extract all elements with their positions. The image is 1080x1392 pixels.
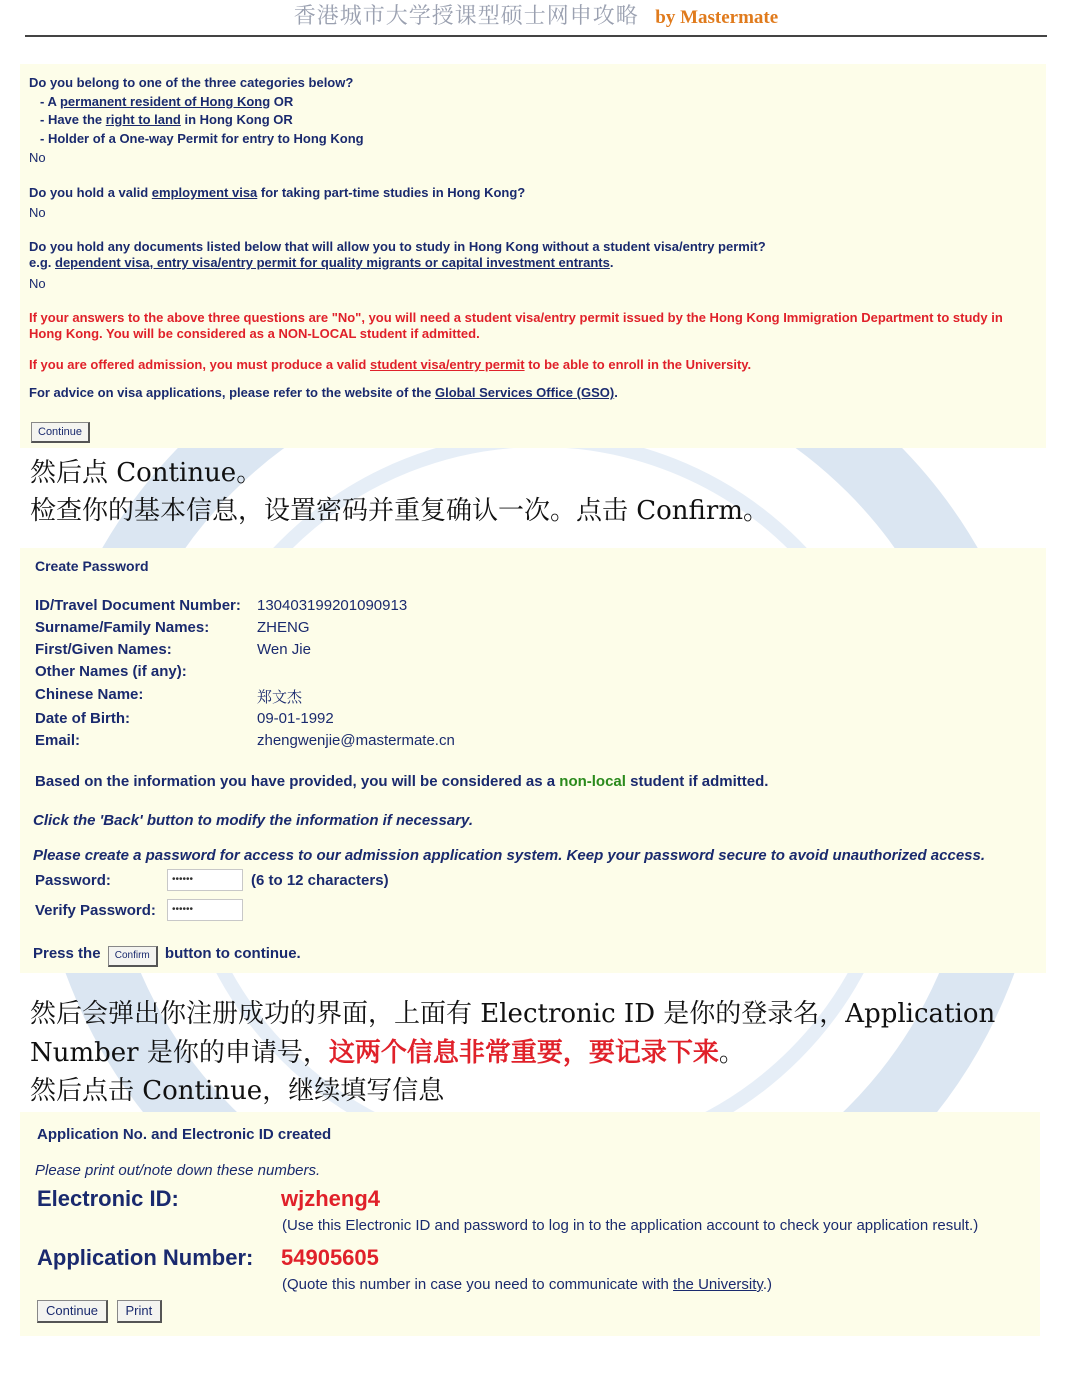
field-value: 郑文杰 <box>257 689 303 706</box>
field-label: Other Names (if any): <box>35 663 187 680</box>
instruction-line-1: 然后点 Continue。 <box>30 458 263 488</box>
electronic-id-note: (Use this Electronic ID and password to log in to the application account to check your application result.) <box>282 1217 979 1234</box>
student-visa-link[interactable]: student visa/entry permit <box>369 357 525 372</box>
application-number-note: (Quote this number in case you need to communicate with the University.) <box>282 1276 772 1293</box>
create-password-note: Please create a password for access to our admission application system. Keep your password secure to avoid unauthorized access. <box>33 847 986 864</box>
password-hint: (6 to 12 characters) <box>251 872 389 889</box>
verify-password-input[interactable]: •••••• <box>167 899 243 921</box>
field-value: ZHENG <box>257 619 310 636</box>
password-input[interactable]: •••••• <box>167 869 243 891</box>
visa-advice: For advice on visa applications, please refer to the website of the Global Services Office (GSO). <box>29 385 618 400</box>
field-label: Date of Birth: <box>35 710 130 727</box>
print-button[interactable]: Print <box>117 1300 163 1323</box>
answer-2: No <box>29 205 46 220</box>
instruction-line-5: 然后点击 Continue，继续填写信息 <box>30 1076 445 1106</box>
non-local-status: Based on the information you have provided, you will be considered as a non-local student if admitted. <box>35 773 769 790</box>
electronic-id-label: Electronic ID: <box>37 1186 179 1211</box>
confirm-button[interactable]: Confirm <box>108 946 158 967</box>
answer-3: No <box>29 276 46 291</box>
field-value: zhengwenjie@mastermate.cn <box>257 732 455 749</box>
dependent-visa-link[interactable]: dependent visa, entry visa/entry permit for quality migrants or capital investment entrants <box>55 255 610 270</box>
header-title: 香港城市大学授课型硕士网申攻略 <box>293 4 639 29</box>
page-header <box>25 0 1047 37</box>
password-label: Password: <box>35 872 111 889</box>
field-label: First/Given Names: <box>35 641 172 658</box>
permanent-resident-link[interactable]: permanent resident of Hong Kong <box>59 93 271 109</box>
field-value: 130403199201090913 <box>257 597 408 614</box>
right-to-land-link[interactable]: right to land <box>105 112 181 127</box>
press-confirm-text: Press the Confirm button to continue. <box>33 945 301 967</box>
instruction-line-3: 然后会弹出你注册成功的界面，上面有 Electronic ID 是你的登录名，Application <box>30 999 996 1029</box>
answer-1: No <box>29 150 46 165</box>
header-brand: by Mastermate <box>655 7 779 28</box>
field-value: Wen Jie <box>257 641 311 658</box>
important-highlight: 这两个信息非常重要，要记录下来 <box>328 1038 719 1068</box>
question-2: Do you hold a valid employment visa for taking part-time studies in Hong Kong? <box>29 185 526 200</box>
residency-panel <box>20 64 1046 448</box>
field-value: 09-01-1992 <box>257 710 334 727</box>
panel-title: Create Password <box>35 558 149 574</box>
application-number-value: 54905605 <box>281 1245 379 1270</box>
university-link[interactable]: the University <box>673 1276 763 1293</box>
id-created-panel <box>20 1112 1040 1336</box>
field-label: Surname/Family Names: <box>35 619 210 636</box>
back-note: Click the 'Back' button to modify the information if necessary. <box>33 812 473 829</box>
verify-password-label: Verify Password: <box>35 902 156 919</box>
employment-visa-link[interactable]: employment visa <box>151 185 258 200</box>
gso-link[interactable]: Global Services Office (GSO) <box>435 385 615 400</box>
continue-button[interactable]: Continue <box>37 1300 108 1323</box>
field-label: Email: <box>35 732 81 749</box>
application-number-label: Application Number: <box>37 1245 254 1270</box>
continue-button[interactable]: Continue <box>31 422 90 443</box>
electronic-id-value: wjzheng4 <box>281 1186 381 1211</box>
field-label: ID/Travel Document Number: <box>35 597 241 614</box>
question-1: Do you belong to one of the three categories below? - A permanent resident of Hong Kong OR - Have the right to land in Hong Kong OR - Holder of a One-way Permit for entry to Hong Kong <box>29 75 364 146</box>
print-note: Please print out/note down these numbers. <box>35 1162 321 1179</box>
field-label: Chinese Name: <box>35 686 144 703</box>
create-password-panel <box>20 548 1046 973</box>
panel-title: Application No. and Electronic ID created <box>37 1126 332 1143</box>
question-3: Do you hold any documents listed below that will allow you to study in Hong Kong without a student visa/entry permit? e.g. dependent visa, entry visa/entry permit for quality migrants or capital investment entrants. <box>29 239 766 270</box>
instruction-line-4: Number 是你的申请号，这两个信息非常重要，要记录下来。 <box>30 1038 745 1068</box>
visa-warning: If you are offered admission, you must produce a valid student visa/entry permit to be able to enroll in the University. <box>29 357 752 372</box>
non-local-warning: If your answers to the above three questions are "No", you will need a student visa/entry permit issued by the Hong Kong Immigration Department to study in Hong Kong. You will be considered as a NON-LOCAL student if admitted. <box>29 310 1003 341</box>
instruction-line-2: 检查你的基本信息，设置密码并重复确认一次。点击 Confirm。 <box>30 496 769 526</box>
